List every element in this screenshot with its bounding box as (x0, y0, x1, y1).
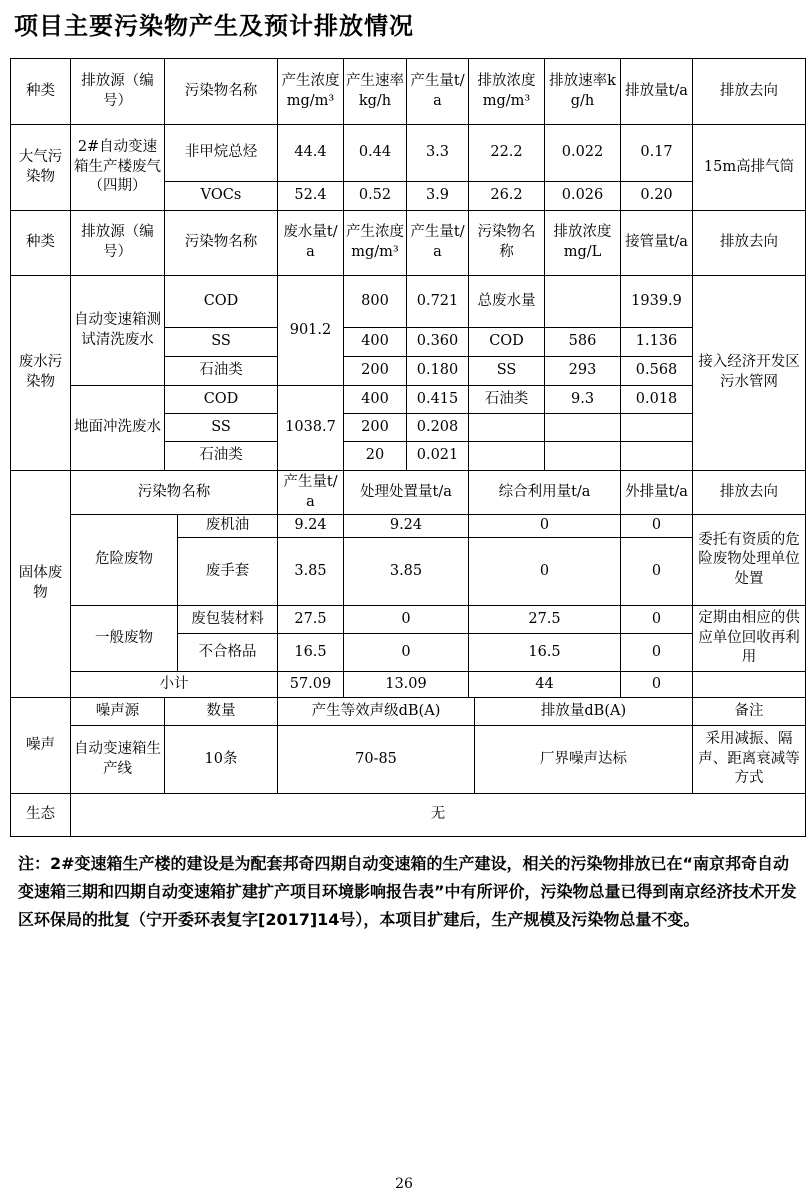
header-source: 排放源（编号） (71, 59, 165, 125)
solid-destination: 委托有资质的危险废物处理单位处置 (693, 515, 806, 606)
header-gen-amount: 产生量t/a (407, 211, 469, 276)
solid-category: 一般废物 (71, 606, 178, 672)
noise-count: 10条 (165, 726, 278, 794)
water-gen-conc: 800 (344, 276, 407, 328)
air-emit-amount: 0.20 (621, 182, 693, 211)
page-title: 项目主要污染物产生及预计排放情况 (14, 12, 414, 40)
header-emission: 排放量dB(A) (475, 698, 693, 726)
water-gen-conc: 400 (344, 386, 407, 414)
solid-treat: 0 (344, 606, 469, 634)
header-pollutant: 污染物名称 (165, 211, 278, 276)
water-gen-amount: 0.721 (407, 276, 469, 328)
header-gen-amount: 产生量t/a (278, 471, 344, 515)
water-pipe-amount: 1939.9 (621, 276, 693, 328)
water-gen-amount: 0.180 (407, 357, 469, 386)
header-pollutant-2: 污染物名称 (469, 211, 545, 276)
noise-remark: 采用减振、隔声、距离衰减等方式 (693, 726, 806, 794)
header-gen-conc: 产生浓度mg/m³ (278, 59, 344, 125)
solid-gen: 3.85 (278, 538, 344, 606)
air-gen-conc: 52.4 (278, 182, 344, 211)
pollutant-table (10, 58, 806, 837)
air-emit-amount: 0.17 (621, 125, 693, 182)
subtotal-row (11, 672, 806, 698)
noise-level: 70-85 (278, 726, 475, 794)
header-pollutant: 污染物名称 (165, 59, 278, 125)
air-gen-rate: 0.44 (344, 125, 407, 182)
air-pollutant: VOCs (165, 182, 278, 211)
solid-treat: 3.85 (344, 538, 469, 606)
header-treat-amount: 处理处置量t/a (344, 471, 469, 515)
header-water-amount: 废水量t/a (278, 211, 344, 276)
header-gen-rate: 产生速率kg/h (344, 59, 407, 125)
solid-emit: 0 (621, 515, 693, 538)
water-emit-pollutant: COD (469, 328, 545, 357)
air-emit-rate: 0.026 (545, 182, 621, 211)
header-count: 数量 (165, 698, 278, 726)
empty-cell (545, 414, 621, 442)
solid-gen: 16.5 (278, 634, 344, 672)
water-kind: 废水污染物 (11, 276, 71, 471)
header-pipe-amount: 接管量t/a (621, 211, 693, 276)
air-gen-amount: 3.9 (407, 182, 469, 211)
header-emit-conc: 排放浓度mg/m³ (469, 59, 545, 125)
water-emit-conc (545, 276, 621, 328)
subtotal-treat: 13.09 (344, 672, 469, 698)
empty-cell (621, 414, 693, 442)
water-pollutant: COD (165, 276, 278, 328)
water-emit-pollutant: 石油类 (469, 386, 545, 414)
header-destination: 排放去向 (693, 59, 806, 125)
noise-header-row (11, 698, 806, 726)
air-destination: 15m高排气筒 (693, 125, 806, 211)
water-source: 自动变速箱测试清洗废水 (71, 276, 165, 386)
water-pollutant: 石油类 (165, 442, 278, 471)
air-header-row (11, 59, 806, 125)
table-row (11, 276, 806, 328)
header-emit-amount: 外排量t/a (621, 471, 693, 515)
header-destination: 排放去向 (693, 211, 806, 276)
header-gen-conc: 产生浓度mg/m³ (344, 211, 407, 276)
ecology-kind: 生态 (11, 794, 71, 837)
solid-item: 废包装材料 (178, 606, 278, 634)
solid-gen: 27.5 (278, 606, 344, 634)
header-remark: 备注 (693, 698, 806, 726)
solid-treat: 0 (344, 634, 469, 672)
page-number: 26 (395, 1176, 413, 1192)
header-destination: 排放去向 (693, 471, 806, 515)
table-row (11, 125, 806, 182)
solid-item: 不合格品 (178, 634, 278, 672)
solid-emit: 0 (621, 538, 693, 606)
water-gen-conc: 200 (344, 357, 407, 386)
subtotal-emit: 0 (621, 672, 693, 698)
air-kind: 大气污染物 (11, 125, 71, 211)
noise-source: 自动变速箱生产线 (71, 726, 165, 794)
water-pipe-amount: 0.568 (621, 357, 693, 386)
air-emit-conc: 26.2 (469, 182, 545, 211)
solid-item: 废机油 (178, 515, 278, 538)
table-row (11, 726, 806, 794)
subtotal-reuse: 44 (469, 672, 621, 698)
empty-cell (545, 442, 621, 471)
air-gen-rate: 0.52 (344, 182, 407, 211)
header-emit-conc: 排放浓度mg/L (545, 211, 621, 276)
solid-emit: 0 (621, 634, 693, 672)
header-level: 产生等效声级dB(A) (278, 698, 475, 726)
subtotal-label: 小计 (71, 672, 278, 698)
water-emit-pollutant: SS (469, 357, 545, 386)
header-noise-source: 噪声源 (71, 698, 165, 726)
empty-cell (621, 442, 693, 471)
air-emit-rate: 0.022 (545, 125, 621, 182)
solid-kind: 固体废物 (11, 471, 71, 698)
solid-emit: 0 (621, 606, 693, 634)
water-gen-amount: 0.208 (407, 414, 469, 442)
empty-cell (469, 414, 545, 442)
solid-category: 危险废物 (71, 515, 178, 606)
noise-kind: 噪声 (11, 698, 71, 794)
water-emit-pollutant: 总废水量 (469, 276, 545, 328)
solid-reuse: 16.5 (469, 634, 621, 672)
header-emit-rate: 排放速率kg/h (545, 59, 621, 125)
water-pollutant: 石油类 (165, 357, 278, 386)
water-destination: 接入经济开发区污水管网 (693, 276, 806, 471)
water-pipe-amount: 1.136 (621, 328, 693, 357)
water-gen-amount: 0.021 (407, 442, 469, 471)
water-gen-conc: 400 (344, 328, 407, 357)
water-pollutant: SS (165, 414, 278, 442)
water-pollutant: COD (165, 386, 278, 414)
empty-cell (469, 442, 545, 471)
table-row (11, 606, 806, 634)
water-gen-amount: 0.360 (407, 328, 469, 357)
header-kind: 种类 (11, 59, 71, 125)
solid-header-row (11, 471, 806, 515)
water-amount: 901.2 (278, 276, 344, 386)
table-row (11, 515, 806, 538)
noise-emission: 厂界噪声达标 (475, 726, 693, 794)
water-pollutant: SS (165, 328, 278, 357)
air-pollutant: 非甲烷总烃 (165, 125, 278, 182)
water-emit-conc: 293 (545, 357, 621, 386)
water-emit-conc: 9.3 (545, 386, 621, 414)
water-gen-conc: 20 (344, 442, 407, 471)
header-kind: 种类 (11, 211, 71, 276)
water-source: 地面冲洗废水 (71, 386, 165, 471)
footnote: 注：2#变速箱生产楼的建设是为配套邦奇四期自动变速箱的生产建设，相关的污染物排放已在“南京邦奇自动变速箱三期和四期自动变速箱扩建扩产项目环境影响报告表”中有所评价，污染物总量已得到南京经济技术开发区环保局的批复（宁开委环表复字[2017]14号），本项目扩建后，生产规模及污染物总量不变。 (18, 854, 797, 929)
header-pollutant: 污染物名称 (71, 471, 278, 515)
air-gen-amount: 3.3 (407, 125, 469, 182)
ecology-row (11, 794, 806, 837)
solid-reuse: 0 (469, 515, 621, 538)
empty-cell (693, 672, 806, 698)
header-source: 排放源（编号） (71, 211, 165, 276)
solid-destination: 定期由相应的供应单位回收再利用 (693, 606, 806, 672)
air-gen-conc: 44.4 (278, 125, 344, 182)
ecology-value: 无 (71, 794, 806, 837)
solid-reuse: 27.5 (469, 606, 621, 634)
water-header-row (11, 211, 806, 276)
header-gen-amount: 产生量t/a (407, 59, 469, 125)
air-source: 2#自动变速箱生产楼废气（四期） (71, 125, 165, 211)
water-pipe-amount: 0.018 (621, 386, 693, 414)
header-reuse-amount: 综合利用量t/a (469, 471, 621, 515)
subtotal-gen: 57.09 (278, 672, 344, 698)
water-emit-conc: 586 (545, 328, 621, 357)
solid-gen: 9.24 (278, 515, 344, 538)
water-gen-amount: 0.415 (407, 386, 469, 414)
air-emit-conc: 22.2 (469, 125, 545, 182)
table-row (11, 386, 806, 414)
solid-item: 废手套 (178, 538, 278, 606)
water-amount: 1038.7 (278, 386, 344, 471)
header-emit-amount: 排放量t/a (621, 59, 693, 125)
solid-treat: 9.24 (344, 515, 469, 538)
water-gen-conc: 200 (344, 414, 407, 442)
solid-reuse: 0 (469, 538, 621, 606)
